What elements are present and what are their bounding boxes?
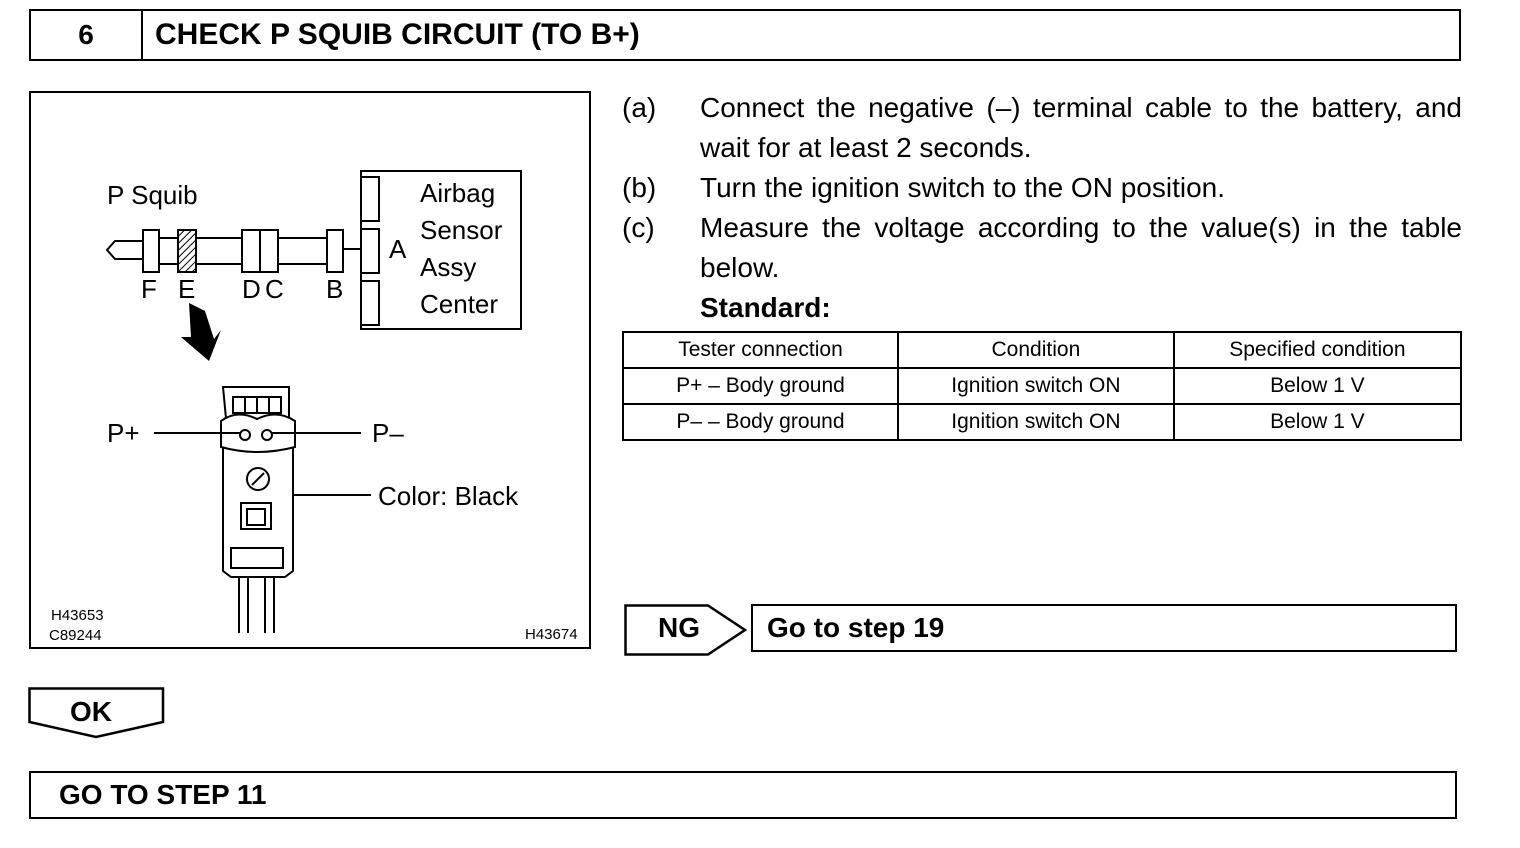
p-minus-label: P– <box>372 418 404 448</box>
sensor-line-2: Sensor <box>420 215 503 245</box>
label-b: B <box>326 274 344 304</box>
step-a-text: Connect the negative (–) terminal cable to the battery, and wait for at least 2 seconds. <box>700 92 1462 163</box>
connector-f <box>143 230 159 272</box>
label-d: D <box>242 274 261 304</box>
sensor-line-3: Assy <box>420 252 477 282</box>
ok-label: OK <box>70 696 112 727</box>
figure-code-3: H43674 <box>525 626 578 643</box>
down-arrow-icon <box>181 303 221 361</box>
wiring-figure <box>29 91 591 649</box>
table-cell: Below 1 V <box>1174 404 1461 440</box>
sensor-line-4: Center <box>420 289 499 319</box>
ng-action: Go to step 19 <box>751 604 1457 652</box>
table-row <box>623 368 1461 404</box>
step-b <box>622 168 1462 208</box>
table-header: Condition <box>898 332 1174 368</box>
figure-code-1: H43653 <box>51 607 104 624</box>
label-c: C <box>265 274 284 304</box>
table-cell: Ignition switch ON <box>898 404 1174 440</box>
table-header: Specified condition <box>1174 332 1461 368</box>
connector-b <box>327 230 343 272</box>
label-e: E <box>178 274 196 304</box>
connector-d <box>242 230 260 272</box>
spec-table <box>622 331 1462 441</box>
step-c-label: (c) <box>622 212 655 243</box>
step-a <box>622 88 1462 168</box>
table-cell: Below 1 V <box>1174 368 1461 404</box>
table-cell: P– – Body ground <box>623 404 898 440</box>
connector-e <box>178 230 196 272</box>
connector-diagram <box>31 93 589 647</box>
standard-label: Standard: <box>700 292 831 323</box>
table-row <box>623 404 1461 440</box>
ng-label: NG <box>658 612 700 643</box>
ok-action: GO TO STEP 11 <box>29 771 1457 819</box>
step-b-text: Turn the ignition switch to the ON position. <box>700 172 1225 203</box>
p-squib-label: P Squib <box>107 180 198 210</box>
p-plus-label: P+ <box>107 418 140 448</box>
step-b-label: (b) <box>622 172 657 203</box>
label-a: A <box>389 234 407 264</box>
step-title: CHECK P SQUIB CIRCUIT (TO B+) <box>155 18 640 51</box>
figure-code-2: C89244 <box>49 627 102 644</box>
step-c <box>622 208 1462 288</box>
table-cell: Ignition switch ON <box>898 368 1174 404</box>
step-c-text: Measure the voltage according to the value(s) in the table below. <box>700 212 1462 283</box>
color-label: Color: Black <box>378 481 519 511</box>
step-header <box>29 9 1461 61</box>
procedure-steps <box>622 88 1462 328</box>
step-number: 6 <box>31 11 143 59</box>
table-header-row <box>623 332 1461 368</box>
table-header: Tester connection <box>623 332 898 368</box>
connector-c <box>260 230 278 272</box>
table-cell: P+ – Body ground <box>623 368 898 404</box>
sensor-line-1: Airbag <box>420 178 496 208</box>
step-a-label: (a) <box>622 92 657 123</box>
label-f: F <box>141 274 157 304</box>
